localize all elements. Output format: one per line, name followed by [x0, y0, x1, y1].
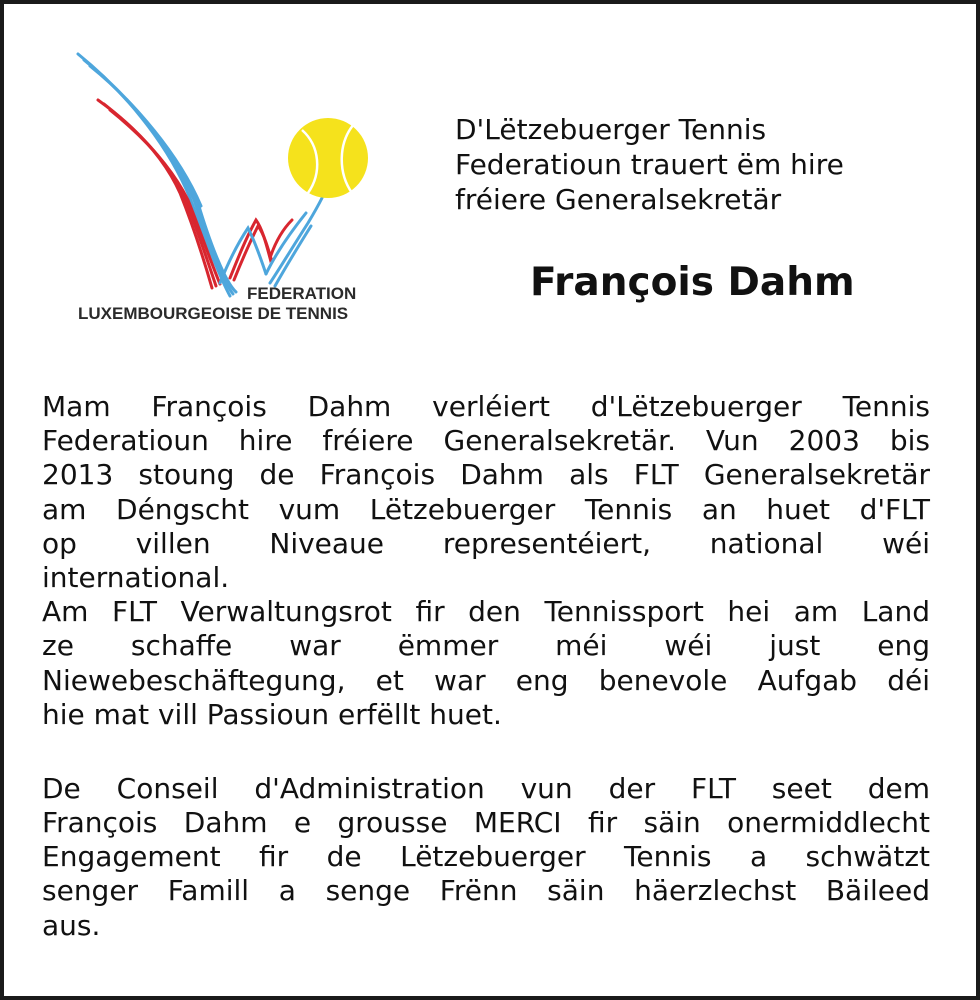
text-line: senger Famill a senge Frënn säin häerzlechst Bäileed [42, 874, 930, 908]
paragraph-thanks [42, 772, 930, 943]
text-line: op villen Niveaue representéiert, national wéi [42, 526, 930, 560]
text-line: De Conseil d'Administration vun der FLT seet dem [42, 771, 930, 805]
flt-logo-graphic [70, 48, 390, 298]
logo-text-federation: FEDERATION [247, 284, 357, 303]
logo-text-luxembourgeoise: LUXEMBOURGEOISE DE TENNIS [78, 304, 349, 323]
text-line: Am FLT Verwaltungsrot fir den Tennissport hei am Land [42, 595, 930, 629]
text-line: 2013 stoung de François Dahm als FLT Generalsekretär [42, 458, 930, 492]
heading-line: Federatioun trauert ëm hire [455, 148, 844, 181]
text-line: François Dahm e grousse MERCI fir säin onermiddlecht [42, 806, 930, 840]
text-line: hie mat vill Passioun erfëllt huet. [42, 697, 502, 731]
text-line: ze schaffe war ëmmer méi wéi just eng [42, 629, 930, 663]
paragraph-board [42, 595, 930, 732]
heading-line: fréiere Generalsekretär [455, 183, 782, 216]
notice-body [42, 390, 930, 943]
text-line: Federatioun hire fréiere Generalsekretär. Vun 2003 bis [42, 424, 930, 458]
tennis-ball-icon [288, 118, 368, 198]
text-line: aus. [42, 908, 101, 942]
text-line: am Déngscht vum Lëtzebuerger Tennis an huet d'FLT [42, 492, 930, 526]
deceased-name: François Dahm [530, 260, 855, 305]
paragraph-spacer [42, 732, 930, 772]
text-line: Mam François Dahm verléiert d'Lëtzebuerger Tennis [42, 390, 930, 423]
text-line: international. [42, 560, 230, 594]
paragraph-tribute [42, 390, 930, 595]
notice-heading [455, 112, 925, 217]
heading-line: D'Lëtzebuerger Tennis [455, 113, 767, 146]
text-line: Niewebeschäftegung, et war eng benevole Aufgab déi [42, 663, 930, 697]
text-line: Engagement fir de Lëtzebuerger Tennis a schwätzt [42, 840, 930, 874]
flt-logo [70, 48, 390, 333]
